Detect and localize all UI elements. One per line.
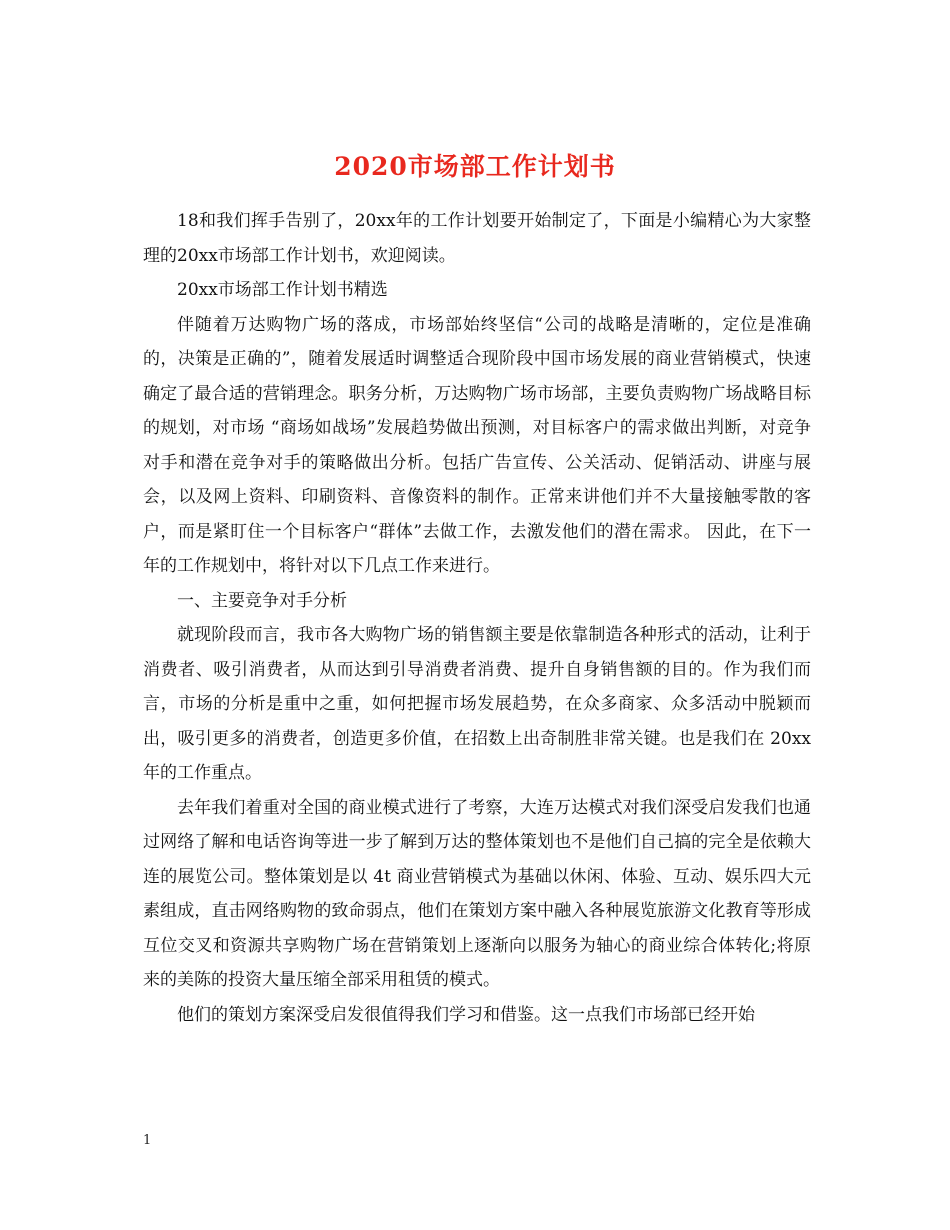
investigation-paragraph: 去年我们着重对全国的商业模式进行了考察，大连万达模式对我们深受启发我们也通过网络了解和电话咨询等进一步了解到万达的整体策划也不是他们自己搞的完全是依赖大连的展览公司。整体策划是以 4t 商业营销模式为基础以休闲、体验、互动、娱乐四大元素组成，直击网络购物的致命弱点，他们在策划方案中融入各种展览旅游文化教育等形成互位交叉和资源共享购物广场在营销策划上逐渐向以服务为轴心的商业综合体转化;将原来的美陈的投资大量压缩全部采用租赁的模式。 — [143, 797, 811, 990]
intro-paragraph: 18和我们挥手告别了，20xx年的工作计划要开始制定了，下面是小编精心为大家整理的20xx市场部工作计划书，欢迎阅读。 — [143, 211, 811, 266]
section-heading: 一、主要竞争对手分析 — [177, 590, 347, 611]
document-body — [143, 204, 811, 1032]
closing-paragraph: 他们的策划方案深受启发很值得我们学习和借鉴。这一点我们市场部已经开始 — [177, 1004, 755, 1025]
analysis-paragraph: 就现阶段而言，我市各大购物广场的销售额主要是依靠制造各种形式的活动，让利于消费者、吸引消费者，从而达到引导消费者消费、提升自身销售额的目的。作为我们而言，市场的分析是重中之重，如何把握市场发展趋势，在众多商家、众多活动中脱颖而出，吸引更多的消费者，创造更多价值，在招数上出奇制胜非常关键。也是我们在 20xx 年的工作重点。 — [143, 625, 811, 783]
document-title: 2020市场部工作计划书 — [334, 151, 616, 181]
overview-paragraph: 伴随着万达购物广场的落成，市场部始终坚信“公司的战略是清晰的，定位是准确的，决策是正确的”，随着发展适时调整适合现阶段中国市场发展的商业营销模式，快速确定了最合适的营销理念。职务分析，万达购物广场市场部，主要负责购物广场战略目标的规划，对市场 “商场如战场”发展趋势做出预测，对目标客户的需求做出判断，对竞争对手和潜在竞争对手的策略做出分析。包括广告宣传、公关活动、促销活动、讲座与展会，以及网上资料、印刷资料、音像资料的制作。正常来讲他们并不大量接触零散的客户，而是紧盯住一个目标客户“群体”去做工作，去激发他们的潜在需求。 因此，在下一年的工作规划中，将针对以下几点工作来进行。 — [143, 314, 811, 576]
page-number: 1 — [143, 1133, 152, 1148]
subtitle-paragraph: 20xx市场部工作计划书精选 — [177, 280, 388, 300]
